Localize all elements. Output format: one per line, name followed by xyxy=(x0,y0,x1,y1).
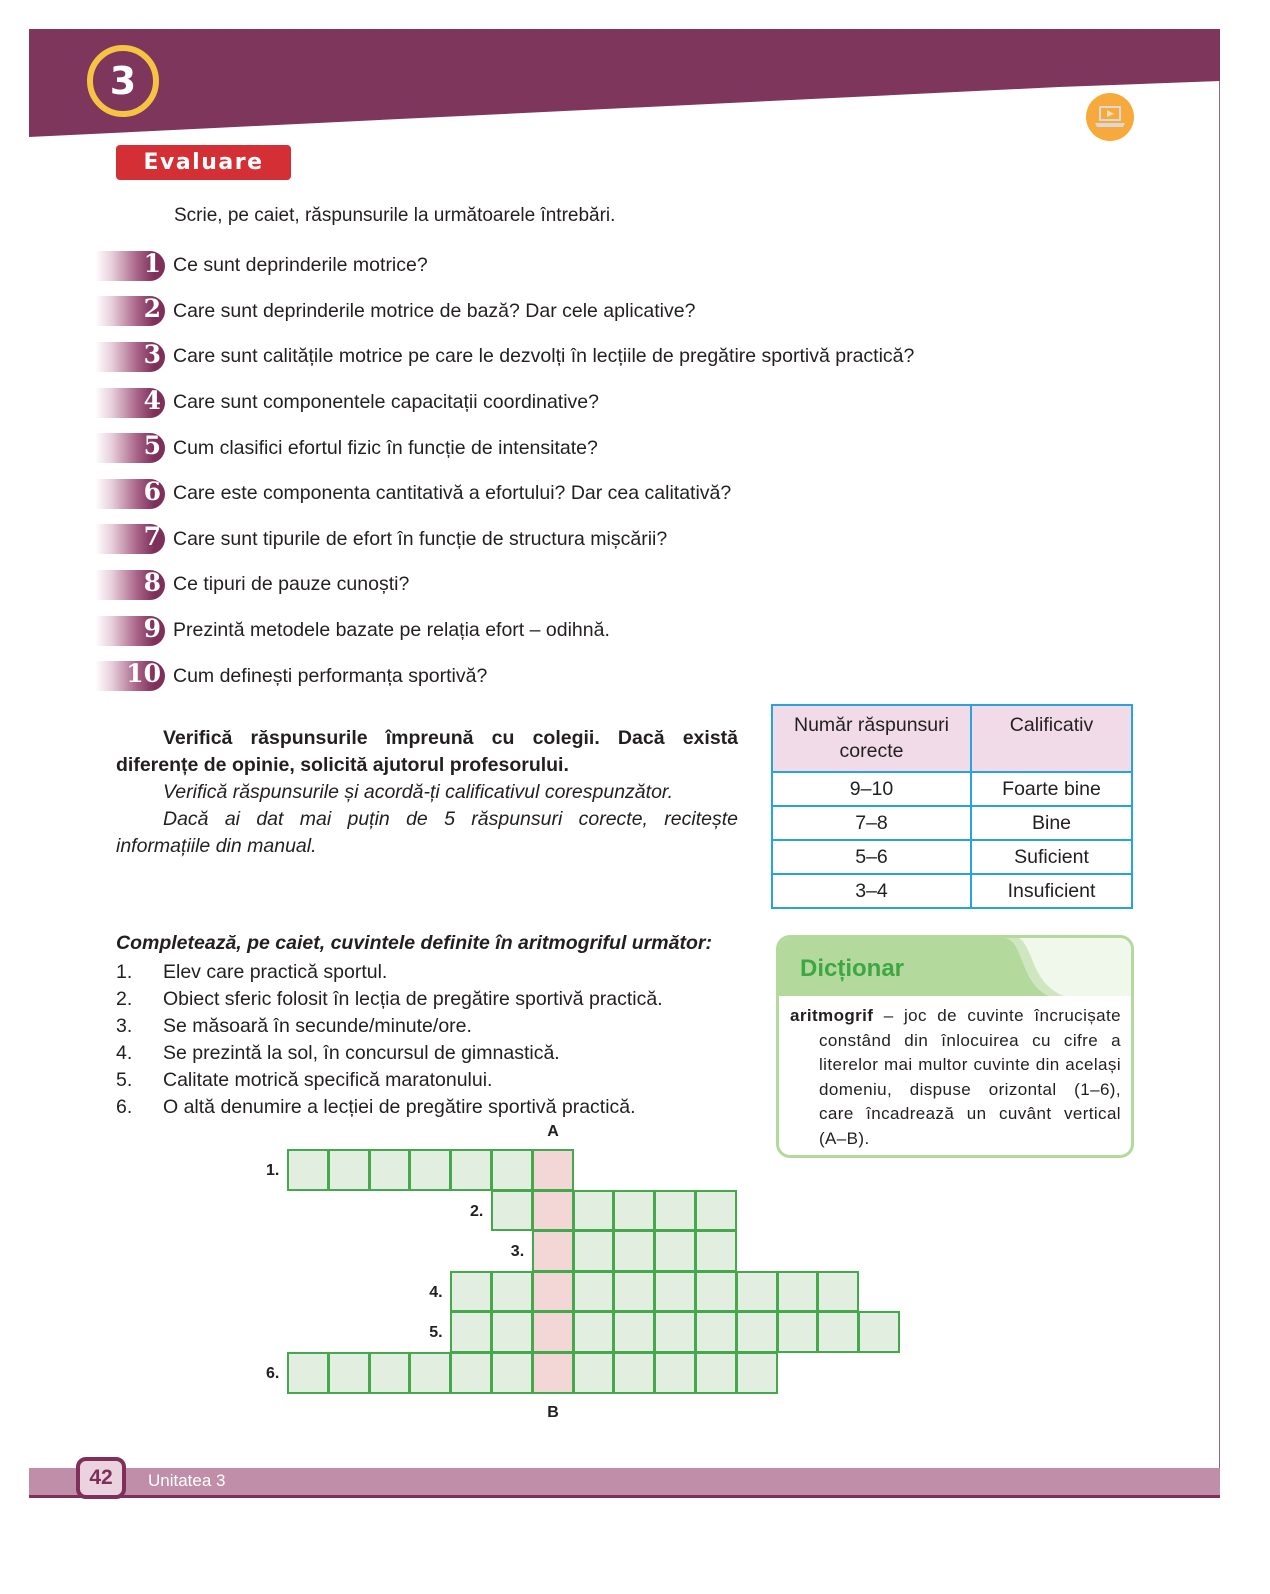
question-item xyxy=(95,289,914,335)
footer-unit-label: Unitatea 3 xyxy=(148,1471,226,1490)
question-text: Cum definești performanța sportivă? xyxy=(173,664,488,687)
crossword-cell xyxy=(409,1352,451,1394)
footer-line xyxy=(29,1495,1220,1498)
crossword-cell xyxy=(491,1352,533,1394)
crossword-cell xyxy=(817,1271,859,1313)
crossword-cell xyxy=(817,1311,859,1353)
table-row xyxy=(772,840,1132,874)
dictionary-box xyxy=(776,935,1134,1158)
crossword-row-label: 1. xyxy=(266,1162,280,1179)
question-number: 9 xyxy=(143,613,161,643)
question-number-badge xyxy=(95,248,165,281)
question-item xyxy=(95,653,914,699)
dictionary-definition: – joc de cuvinte încrucișate constând din înlocuirea cu cifre a literelor mai multor cuvinte din același domeniu, dispuse orizontal (1–6), care încadrează un cuvânt vertical (A–B). xyxy=(819,1006,1121,1148)
crossword-cell xyxy=(369,1352,411,1394)
question-item xyxy=(95,380,914,426)
table-row xyxy=(772,874,1132,908)
crossword-cell xyxy=(777,1271,819,1313)
crossword-clues xyxy=(116,959,663,1121)
clue-text: Calitate motrică specifică maratonului. xyxy=(163,1069,493,1091)
question-number-badge xyxy=(95,613,165,646)
unit-number-badge xyxy=(87,45,159,117)
crossword-cell xyxy=(695,1190,737,1232)
clue-item xyxy=(116,1094,663,1121)
crossword-title: Completează, pe caiet, cuvintele definite în aritmogriful următor: xyxy=(116,932,712,954)
grades-table-header-row xyxy=(772,705,1132,772)
section-tag-evaluare xyxy=(116,145,291,180)
grades-cell-count: 5–6 xyxy=(772,840,971,874)
question-text: Ce sunt deprinderile motrice? xyxy=(173,254,428,277)
crossword-cell xyxy=(695,1311,737,1353)
grades-table xyxy=(771,704,1133,909)
questions-list xyxy=(95,243,914,699)
check-bold-paragraph: Verifică răspunsurile împreună cu colegii. Dacă există diferențe de opinie, solicită ajutorul profesorului. xyxy=(116,727,738,776)
questions-intro: Scrie, pe caiet, răspunsurile la următoarele întrebări. xyxy=(174,205,616,226)
question-text: Care sunt componentele capacitații coordinative? xyxy=(173,391,600,414)
question-text: Care este componenta cantitativă a efortului? Dar cea calitativă? xyxy=(173,482,732,505)
dictionary-header xyxy=(779,938,1131,996)
question-text: Care sunt calitățile motrice pe care le dezvolți în lecțiile de pregătire sportivă practică? xyxy=(173,345,915,368)
crossword-cell xyxy=(450,1149,492,1191)
unit-number: 3 xyxy=(109,59,137,103)
laptop-icon[interactable] xyxy=(1086,93,1134,141)
question-item xyxy=(95,562,914,608)
grades-cell-grade: Foarte bine xyxy=(971,772,1132,806)
grades-cell-count: 9–10 xyxy=(772,772,971,806)
crossword-cell xyxy=(450,1311,492,1353)
clue-text: Se prezintă la sol, în concursul de gimnastică. xyxy=(163,1042,560,1064)
question-number-badge xyxy=(95,567,165,600)
clue-item xyxy=(116,1013,663,1040)
question-number-badge xyxy=(95,433,165,463)
table-row xyxy=(772,806,1132,840)
crossword-key-cell xyxy=(532,1190,574,1232)
header-band-shape xyxy=(29,29,1220,139)
clue-item xyxy=(116,1040,663,1067)
crossword-key-cell xyxy=(532,1352,574,1394)
crossword-cell xyxy=(695,1271,737,1313)
question-number-badge xyxy=(95,385,165,418)
crossword-key-cell xyxy=(532,1230,574,1272)
clue-text: O altă denumire a lecției de pregătire sportivă practică. xyxy=(163,1096,636,1118)
crossword-cell xyxy=(573,1311,615,1353)
crossword-cell xyxy=(695,1230,737,1272)
dictionary-title: Dicționar xyxy=(800,955,905,982)
question-number-badge xyxy=(95,476,165,509)
question-item xyxy=(95,608,914,654)
question-number: 8 xyxy=(143,567,161,597)
crossword-row-label: 2. xyxy=(470,1202,484,1220)
check-italic-line-2: Dacă ai dat mai puțin de 5 răspunsuri corecte, recitește informațiile din manual. xyxy=(116,808,738,857)
clue-item xyxy=(116,1067,663,1094)
crossword-label-b: B xyxy=(547,1403,559,1421)
crossword-cell xyxy=(369,1149,411,1191)
question-item xyxy=(95,471,914,517)
question-number: 1 xyxy=(143,248,161,278)
crossword-cell xyxy=(654,1230,696,1272)
dictionary-body xyxy=(779,996,1131,1152)
question-number: 10 xyxy=(126,659,161,689)
question-text: Cum clasifici efortul fizic în funcție de intensitate? xyxy=(173,436,598,459)
crossword-cell xyxy=(573,1352,615,1394)
clue-number: 1. xyxy=(116,961,133,983)
table-row xyxy=(772,772,1132,806)
question-number: 3 xyxy=(143,339,161,369)
crossword-cell xyxy=(328,1149,370,1191)
crossword-cell xyxy=(491,1190,533,1232)
page-border xyxy=(1219,30,1220,1498)
question-number: 2 xyxy=(143,294,161,324)
clue-text: Se măsoară în secunde/minute/ore. xyxy=(163,1015,472,1037)
check-italic-line-1: Verifică răspunsurile și acordă-ți calificativul corespunzător. xyxy=(163,781,674,803)
question-text: Ce tipuri de pauze cunoști? xyxy=(173,573,410,596)
clue-number: 3. xyxy=(116,1015,133,1037)
page-number xyxy=(76,1457,126,1499)
crossword-cell xyxy=(491,1311,533,1353)
question-number: 7 xyxy=(143,522,161,552)
question-item xyxy=(95,425,914,471)
dictionary-entry xyxy=(790,1004,1121,1152)
crossword-cell xyxy=(613,1352,655,1394)
crossword-cell xyxy=(491,1149,533,1191)
grades-cell-count: 3–4 xyxy=(772,874,971,908)
question-number-badge xyxy=(95,339,165,372)
crossword-cell xyxy=(736,1311,778,1353)
question-number: 4 xyxy=(143,385,161,415)
clue-text: Obiect sferic folosit în lecția de pregătire sportivă practică. xyxy=(163,988,663,1010)
crossword-row-label: 4. xyxy=(429,1283,443,1301)
crossword-cell xyxy=(491,1271,533,1313)
check-instructions xyxy=(116,725,738,860)
question-text: Prezintă metodele bazate pe relația efort – odihnă. xyxy=(173,619,610,642)
crossword-cell xyxy=(450,1271,492,1313)
crossword-cell xyxy=(613,1190,655,1232)
crossword-row-label: 3. xyxy=(510,1243,525,1261)
crossword-cell xyxy=(613,1230,655,1272)
question-item xyxy=(95,243,914,289)
grades-header-count: Număr răspunsuri corecte xyxy=(772,705,971,772)
crossword-cell xyxy=(777,1311,819,1353)
crossword-key-cell xyxy=(532,1271,574,1313)
crossword-cell xyxy=(613,1271,655,1313)
crossword-row-label: 5. xyxy=(429,1324,443,1342)
crossword-cell xyxy=(573,1230,615,1272)
crossword-cell xyxy=(409,1149,451,1191)
grades-header-grade: Calificativ xyxy=(971,705,1132,772)
clue-item xyxy=(116,959,663,986)
crossword-cell xyxy=(450,1352,492,1394)
crossword-cell xyxy=(573,1271,615,1313)
crossword-cell xyxy=(654,1271,696,1313)
clue-number: 4. xyxy=(116,1042,133,1064)
crossword-key-cell xyxy=(532,1149,574,1191)
clue-number: 5. xyxy=(116,1069,133,1091)
crossword-cell xyxy=(736,1271,778,1313)
question-number: 5 xyxy=(143,431,161,461)
question-text: Care sunt tipurile de efort în funcție de structura mișcării? xyxy=(173,527,668,550)
grades-cell-grade: Bine xyxy=(971,806,1132,840)
crossword-cell xyxy=(287,1352,329,1394)
crossword-cell xyxy=(573,1190,615,1232)
question-item xyxy=(95,334,914,380)
clue-text: Elev care practică sportul. xyxy=(163,961,388,983)
question-item xyxy=(95,517,914,563)
crossword-cell xyxy=(654,1311,696,1353)
crossword-cell xyxy=(287,1149,329,1191)
crossword-cell xyxy=(695,1352,737,1394)
crossword-cell xyxy=(858,1311,900,1353)
crossword-cell xyxy=(654,1190,696,1232)
grades-cell-grade: Suficient xyxy=(971,840,1132,874)
crossword-label-a: A xyxy=(547,1123,559,1140)
clue-number: 6. xyxy=(116,1096,133,1118)
laptop-glyph xyxy=(1093,104,1127,130)
header-band xyxy=(29,29,1220,139)
crossword-cell xyxy=(654,1352,696,1394)
crossword-cell xyxy=(328,1352,370,1394)
clue-item xyxy=(116,986,663,1013)
dictionary-term: aritmogrif xyxy=(790,1006,874,1025)
crossword-cell xyxy=(736,1352,778,1394)
question-number: 6 xyxy=(143,476,161,506)
section-tag-label: Evaluare xyxy=(143,150,264,175)
question-number-badge xyxy=(95,524,165,554)
question-text: Care sunt deprinderile motrice de bază? Dar cele aplicative? xyxy=(173,299,696,322)
clue-number: 2. xyxy=(116,988,133,1010)
grades-cell-grade: Insuficient xyxy=(971,874,1132,908)
grades-cell-count: 7–8 xyxy=(772,806,971,840)
crossword-row-label: 6. xyxy=(266,1365,280,1382)
page-number-text: 42 xyxy=(89,1466,113,1489)
question-number-badge xyxy=(95,296,165,326)
question-number-badge xyxy=(95,661,165,691)
crossword-cell xyxy=(613,1311,655,1353)
crossword-key-cell xyxy=(532,1311,574,1353)
